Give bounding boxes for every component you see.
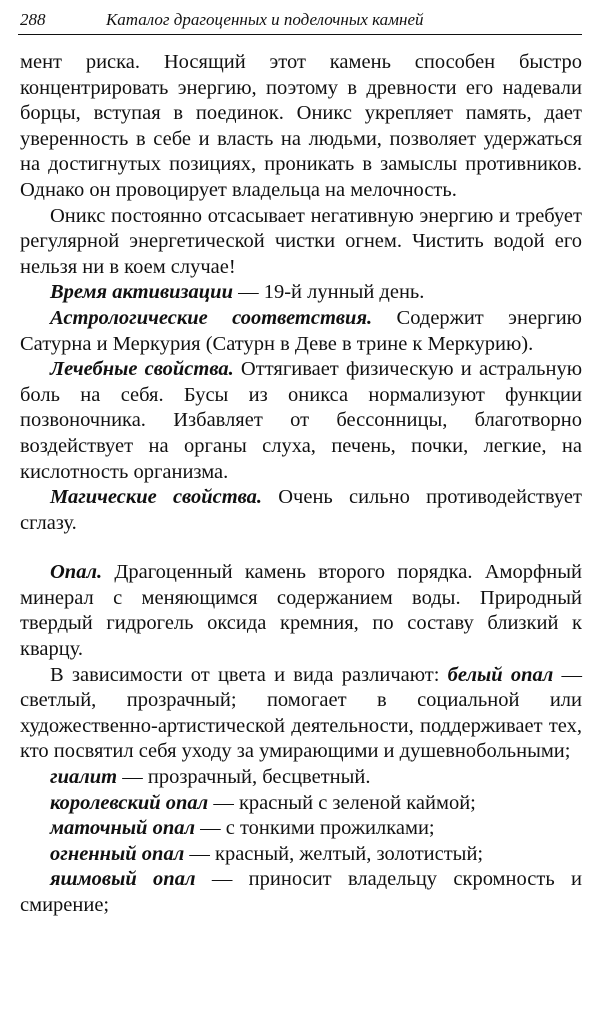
paragraph-opal-varieties: В зависимости от цвета и вида различают: белый опал — светлый, прозрачный; помогает в социальной или художественно-артистической деятельности, поддерживает тех, кто посвятил себя уходу за умирающими и душевнобольными; <box>20 663 582 763</box>
term-heading: маточный опал <box>50 817 196 840</box>
paragraph-opal-intro: Опал. Драгоценный камень второго порядка. Аморфный минерал с меняющимся содержанием воды. Природный твердый гидрогель оксида кремния, по составу близкий к кварцу. <box>20 561 582 661</box>
running-header <box>18 8 582 35</box>
term-heading: Время активизации <box>50 281 233 304</box>
page-body <box>20 50 582 919</box>
term-heading: Опал. <box>50 561 103 584</box>
term-heading: белый опал <box>447 663 554 686</box>
paragraph-astrology: Астрологические соответствия. Содержит энергию Сатурна и Меркурия (Сатурн в Деве в трине к Меркурию). <box>20 306 582 355</box>
paragraph-matrix-opal: маточный опал — с тонкими прожилками; <box>50 817 435 840</box>
term-heading: королевский опал <box>50 791 209 814</box>
paragraph-onyx-cleaning: Оникс постоянно отсасывает негативную энергию и требует регулярной энергетической чистки огнем. Чистить водой его нельзя ни в коем случае! <box>20 204 582 278</box>
paragraph-activation-time: Время активизации — 19-й лунный день. <box>50 281 425 304</box>
section-gap <box>20 536 582 560</box>
term-heading: Магические свойства. <box>50 486 263 509</box>
page-number: 288 <box>20 10 46 29</box>
paragraph-fire-opal: огненный опал — красный, желтый, золотистый; <box>50 842 484 865</box>
paragraph-healing: Лечебные свойства. Оттягивает физическую и астральную боль на себя. Бусы из оникса нормализуют функции позвоночника. Избавляет от бессонницы, благотворно воздействует на органы слуха, печень, почки, легкие, на кислотность организма. <box>20 358 583 483</box>
paragraph-royal-opal: королевский опал — красный с зеленой каймой; <box>50 791 476 814</box>
term-heading: Лечебные свойства. <box>50 358 234 381</box>
paragraph-magic: Магические свойства. Очень сильно противодействует сглазу. <box>20 486 582 534</box>
running-title: Каталог драгоценных и поделочных камней <box>106 10 424 29</box>
term-heading: гиалит <box>50 766 118 789</box>
paragraph-onyx-continuation: мент риска. Носящий этот камень способен быстро концентрировать энергию, поэтому в древности его надевали борцы, вступая в поединок. Оникс укрепляет память, дает уверенность в себе и власть на людьми, позволяет удержаться на достигнутых позициях, проникать в замыслы противников. Однако он провоцирует владельца на мелочность. <box>20 51 582 201</box>
term-heading: яшмовый опал <box>50 868 196 891</box>
term-heading: Астрологические соответствия. <box>50 306 373 329</box>
paragraph-jasper-opal: яшмовый опал — приносит владельцу скромность и смирение; <box>20 868 582 916</box>
paragraph-hyalite: гиалит — прозрачный, бесцветный. <box>50 766 371 789</box>
term-heading: огненный опал <box>50 842 185 865</box>
